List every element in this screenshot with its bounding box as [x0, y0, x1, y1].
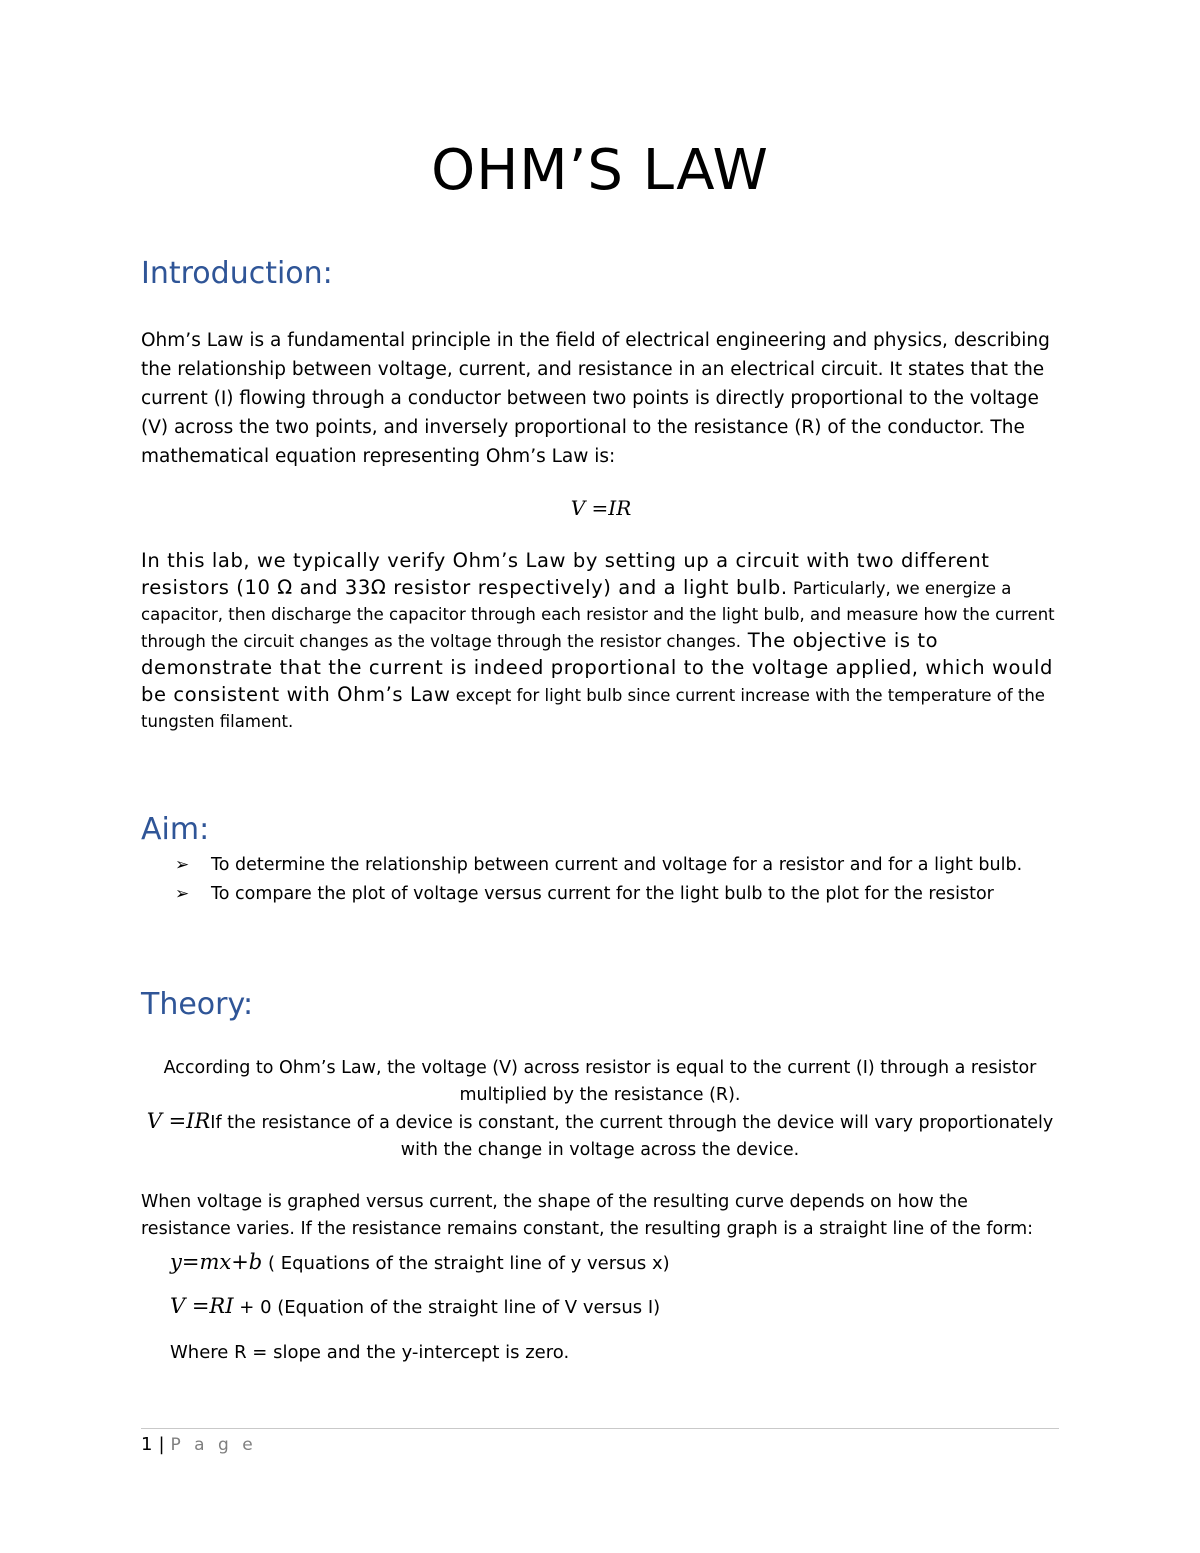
page-number: 1 — [141, 1434, 153, 1455]
arrow-bullet-icon: ➢ — [175, 884, 190, 904]
lab-description-part-2: Particularly, we energize a capacitor, then discharge the capacitor through each resistor and the light bulb, and measure how the current through the circuit changes as the voltage through the resistor changes. — [141, 579, 1055, 651]
lab-description-part-4: except for light bulb since current increase with the temperature of the tungsten filament. — [141, 686, 1045, 731]
equation-v-ri: V =RI — [170, 1294, 234, 1318]
aim-item-text: To compare the plot of voltage versus current for the light bulb to the plot for the resistor — [211, 884, 994, 904]
lab-description-part-1: In this lab, we typically verify Ohm’s Law by setting up a circuit with two different resistors (10 Ω and 33Ω resistor respectively) and a light bulb. — [141, 549, 990, 599]
theory-statement: According to Ohm’s Law, the voltage (V) across resistor is equal to the current (I) through a resistor multiplied by the resistance (R). — [163, 1058, 1037, 1105]
footer-separator: | — [158, 1434, 165, 1455]
theory-proportionality — [140, 1108, 1060, 1164]
ohms-law-equation: V =IR — [570, 496, 632, 520]
equation-intercept: + 0 — [233, 1297, 272, 1318]
lab-description-paragraph — [141, 548, 1061, 735]
straight-line-equation — [170, 1248, 670, 1278]
page-footer — [141, 1432, 257, 1458]
aim-list — [175, 851, 1075, 909]
introduction-heading: Introduction: — [141, 256, 333, 291]
page-label: P a g e — [170, 1435, 257, 1455]
ohms-law-inline-equation: V =IR — [146, 1109, 211, 1133]
aim-heading: Aim: — [141, 812, 210, 847]
footer-divider — [141, 1428, 1059, 1429]
lab-description-part-3: The objective is to demonstrate that the current is indeed proportional to the voltage applied, which would be consistent with Ohm’s Law — [141, 629, 1054, 706]
document-title: OHM’S LAW — [431, 138, 769, 203]
list-item — [175, 880, 1075, 909]
theory-heading: Theory: — [141, 987, 254, 1022]
ohms-law-line-equation — [170, 1292, 660, 1322]
equation-note: (Equation of the straight line of V versus I) — [271, 1297, 661, 1318]
arrow-bullet-icon: ➢ — [175, 855, 190, 875]
aim-item-text: To determine the relationship between current and voltage for a resistor and for a light bulb. — [211, 855, 1023, 875]
introduction-paragraph: Ohm’s Law is a fundamental principle in the field of electrical engineering and physics, describing the relationship between voltage, current, and resistance in an electrical circuit. It states that the current (I) flowing through a conductor between two points is directly proportional to the voltage (V) across the two points, and inversely proportional to the resistance (R) of the conductor. The mathematical equation representing Ohm’s Law is: — [141, 330, 1050, 467]
equation-note: ( Equations of the straight line of y versus x) — [262, 1253, 670, 1274]
theory-graph-paragraph: When voltage is graphed versus current, the shape of the resulting curve depends on how the resistance varies. If the resistance remains constant, the resulting graph is a straight line of the form: — [141, 1192, 1034, 1239]
slope-explanation: Where R = slope and the y-intercept is zero. — [170, 1342, 570, 1363]
equation-y-mx-b: y=mx+b — [170, 1250, 263, 1274]
theory-proportionality-text: If the resistance of a device is constant, the current through the device will vary proportionately with the change in voltage across the device. — [210, 1113, 1054, 1160]
list-item — [175, 851, 1075, 880]
